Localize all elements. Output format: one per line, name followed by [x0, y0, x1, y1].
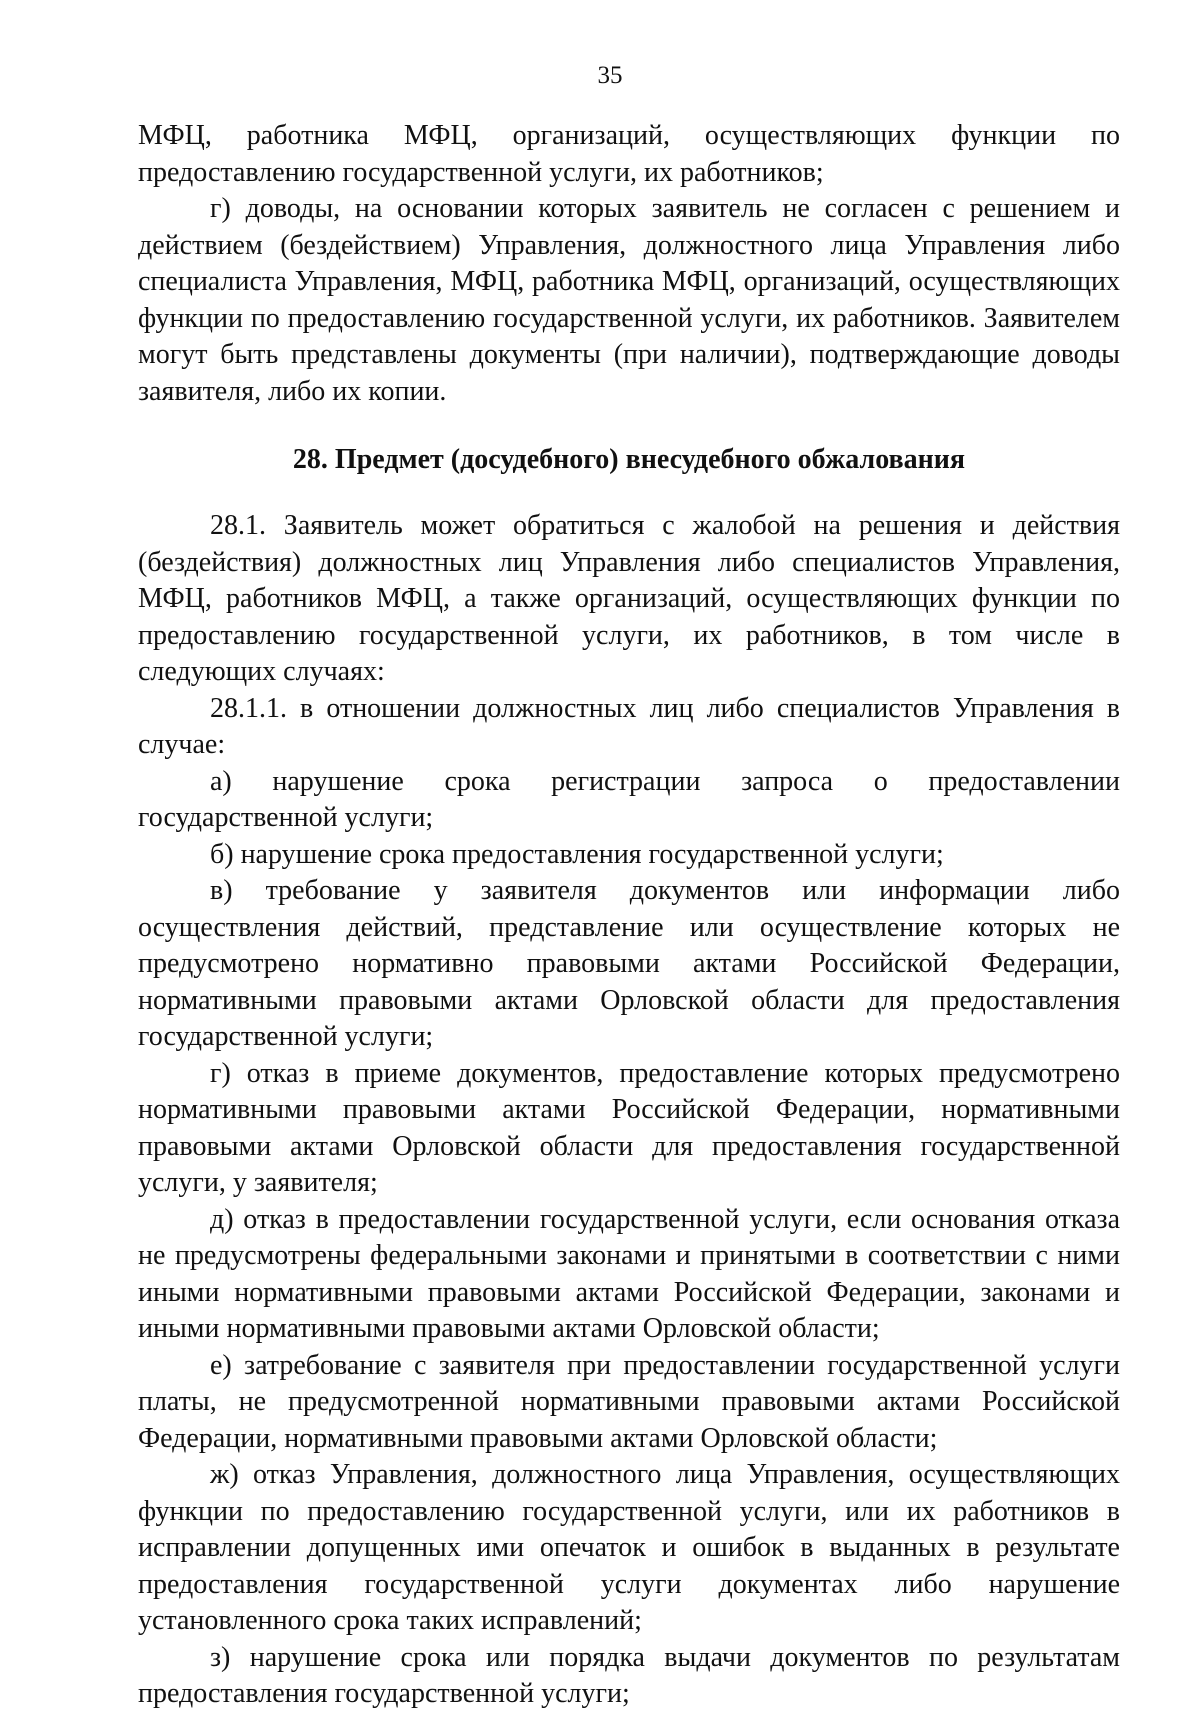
list-item-z: з) нарушение срока или порядка выдачи документов по результатам предоставления государственной услуги; [138, 1641, 1120, 1709]
page-number: 35 [597, 62, 623, 89]
paragraph-28-1: 28.1. Заявитель может обратиться с жалобой на решения и действия (бездействия) должностных лиц Управления либо специалистов Управления, МФЦ, работников МФЦ, а также организаций, осуществляющих функции по предоставлению государственной услуги, их работников, в том числе в следующих случаях: [138, 510, 1120, 687]
paragraph-continuation: МФЦ, работника МФЦ, организаций, осуществляющих функции по предоставлению государственной услуги, их работников; [138, 120, 1120, 188]
list-item-e: е) затребование с заявителя при предоставлении государственной услуги платы, не предусмотренной нормативными правовыми актами Российской Федерации, нормативными правовыми актами Орловской области; [138, 1349, 1120, 1454]
list-item-d: д) отказ в предоставлении государственной услуги, если основания отказа не предусмотрены федеральными законами и принятыми в соответствии с ними иными нормативными правовыми актами Российской Федерации, законами и иными нормативными правовыми актами Орловской области; [138, 1203, 1120, 1344]
list-item-g: г) отказ в приеме документов, предоставление которых предусмотрено нормативными правовыми актами Российской Федерации, нормативными правовыми актами Орловской области для предоставления государственной услуги, у заявителя; [138, 1057, 1120, 1198]
list-item-b: б) нарушение срока предоставления государственной услуги; [210, 838, 944, 870]
paragraph-28-1-1: 28.1.1. в отношении должностных лиц либо специалистов Управления в случае: [138, 692, 1120, 760]
list-item-zh: ж) отказ Управления, должностного лица Управления, осуществляющих функции по предоставлению государственной услуги, или их работников в исправлении допущенных ими опечаток и ошибок в выданных в результате предоставления государственной услуги документах либо нарушение установленного срока таких исправлений; [138, 1459, 1120, 1636]
list-item-a: а) нарушение срока регистрации запроса о предоставлении государственной услуги; [138, 765, 1120, 833]
section-heading: 28. Предмет (досудебного) внесудебного обжалования [292, 444, 966, 475]
document-body [138, 118, 1120, 1713]
list-item-v: в) требование у заявителя документов или информации либо осуществления действий, представление или осуществление которых не предусмотрено нормативно правовыми актами Российской Федерации, нормативными правовыми актами Орловской области для предоставления государственной услуги; [138, 875, 1120, 1052]
paragraph-item-g-arguments: г) доводы, на основании которых заявитель не согласен с решением и действием (бездействием) Управления, должностного лица Управления либо специалиста Управления, МФЦ, работника МФЦ, организаций, осуществляющих функции по предоставлению государственной услуги, их работников. Заявителем могут быть представлены документы (при наличии), подтверждающие доводы заявителя, либо их копии. [138, 193, 1120, 407]
